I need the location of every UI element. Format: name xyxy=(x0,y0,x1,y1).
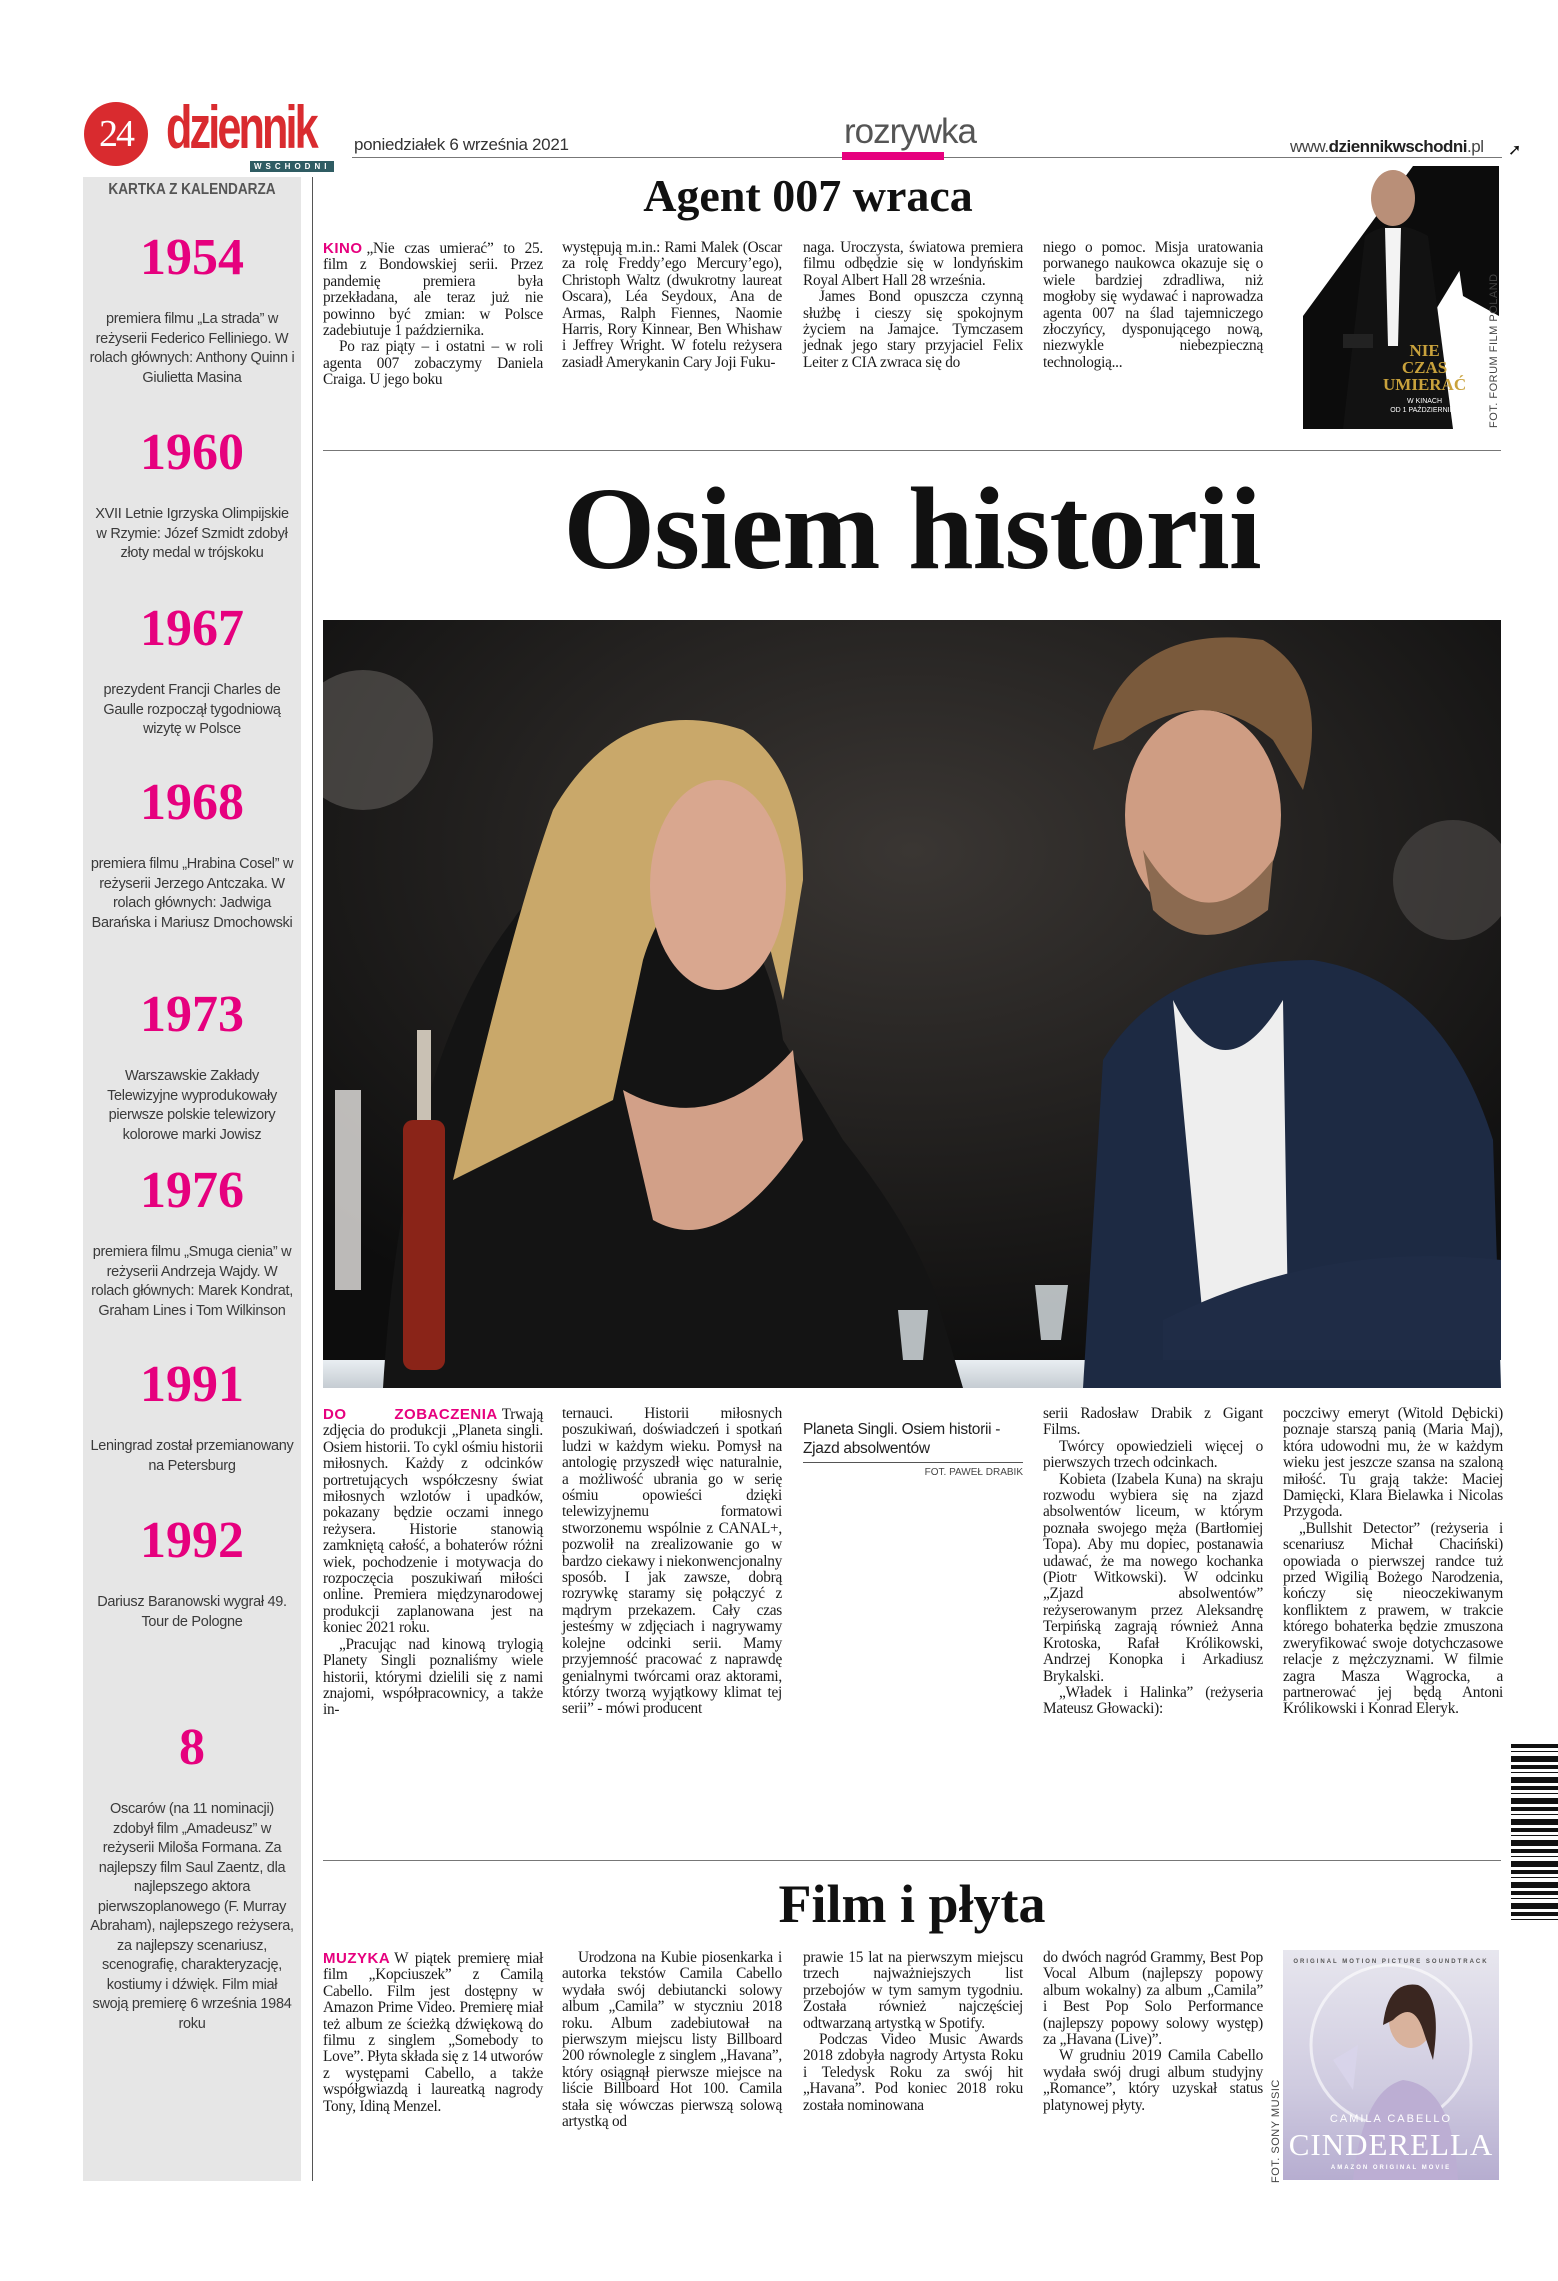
paragraph xyxy=(323,339,543,388)
paragraph-text: W piątek premierę miał film „Kopciuszek” z Camilą Cabello. Film jest dostępny w Amazon Prime Video. Premierę miał też album ze ścieżką dźwiękową do filmu z singlem „Somebody to Love”. Płyta składa się z 14 utworów z występami Cabello, a także współgwiazdą i laureatką nagrody Tony, Idiną Menzel. xyxy=(323,1950,543,2115)
newspaper-logo-sub: WSCHODNI xyxy=(250,161,334,172)
paragraph-text: W grudniu 2019 Camila Cabello wydała swój drugi album studyjny „Romance”, który uzyskał status platynowej płyty. xyxy=(1043,2047,1263,2114)
album-top-text: ORIGINAL MOTION PICTURE SOUNDTRACK xyxy=(1293,1959,1489,1965)
agent-article-title: Agent 007 wraca xyxy=(643,170,973,221)
issue-date: poniedziałek 6 września 2021 xyxy=(354,135,569,154)
paragraph xyxy=(1283,1521,1503,1718)
calendar-year: 1976 xyxy=(140,1162,244,1219)
calendar-year: 1991 xyxy=(140,1356,244,1413)
paragraph-text: poczciwy emeryt (Witold Dębicki) poznaje starszą panią (Maria Maj), która udowodni mu, że w każdym wieku jest jeszcze szansa na szaloną miłość. Tu grają także: Maciej Damięcki, Klara Bielawka i Nicolas Przygoda. xyxy=(1283,1405,1503,1521)
album-artist: CAMILA CABELLO xyxy=(1329,2113,1453,2125)
calendar-text: premiera filmu „La strada” w reżyserii Federico Felliniego. W rolach głównych: Anthony Quinn i Giulietta Masina xyxy=(89,311,295,386)
site-url[interactable] xyxy=(1290,137,1484,157)
calendar-item xyxy=(83,424,301,564)
paragraph-text: Po raz piąty – i ostatni – w roli agenta 007 zobaczymy Daniela Craiga. U jego boku xyxy=(323,338,543,389)
calendar-text: premiera filmu „Smuga cienia” w reżyserii Andrzeja Wajdy. W rolach głównych: Marek Kondrat, Graham Lines i Tom Wilkinson xyxy=(91,1244,293,1319)
osiem-article-title: Osiem historii xyxy=(563,463,1261,594)
album-bottom-text: AMAZON ORIGINAL MOVIE xyxy=(1330,2165,1452,2171)
paragraph-text: „Nie czas umierać” to 25. film z Bondowskiej serii. Przez pandemię premiera była przekładana, ale teraz już nie powinno być zmian: w Polsce zadebiutuje 1 października. xyxy=(323,240,543,340)
paragraph xyxy=(562,240,782,371)
paragraph xyxy=(1043,1950,1263,2048)
calendar-item xyxy=(83,774,301,933)
text-column xyxy=(323,1406,543,1719)
calendar-item xyxy=(83,1719,301,2034)
calendar-item xyxy=(83,1356,301,1476)
paragraph xyxy=(1043,240,1263,371)
calendar-sidebar xyxy=(83,177,301,2181)
text-column xyxy=(1043,240,1263,371)
text-column xyxy=(562,1406,782,1718)
photo-scene xyxy=(323,620,1501,1388)
paragraph xyxy=(803,1950,1023,2032)
sidebar-title: KARTKA Z KALENDARZA xyxy=(108,181,276,198)
paragraph-text: serii Radosław Drabik z Gigant Films. xyxy=(1043,1405,1263,1439)
paragraph xyxy=(323,1406,543,1637)
text-column xyxy=(323,1950,543,2115)
section-title: rozrywka xyxy=(844,112,977,151)
paragraph xyxy=(803,240,1023,289)
calendar-year: 8 xyxy=(179,1719,205,1776)
paragraph-text: do dwóch nagród Grammy, Best Pop Vocal Album (najlepszy popowy album wokalny) za album „Camila” i Best Pop Solo Performance (najlepszy popowy solowy występ) za „Havana (Live)”. xyxy=(1043,1949,1263,2049)
album-title: CINDERELLA xyxy=(1288,2127,1494,2162)
paragraph-text: Trwają zdjęcia do produkcji „Planeta singli. Osiem historii. To cykl ośmiu historii miłosnych. Każdy z odcinków portretujących współczesny świat miłosnych wzlotów i upadków, pokazany będzie oczami innego reżysera. Historie stanowią zamkniętą całość, a bohaterów różni wiek, pochodzenie i motywacja do rozpoczęcia poszukiwań miłości online. Premiera międzynarodowej produkcji zaplanowana jest na koniec 2021 roku. xyxy=(323,1406,543,1637)
paragraph xyxy=(1043,1406,1263,1439)
poster-title-line: NIE xyxy=(1409,341,1440,360)
calendar-year: 1954 xyxy=(140,229,244,286)
text-column xyxy=(803,1950,1023,2114)
barcode xyxy=(1511,1744,1558,1920)
calendar-year: 1967 xyxy=(140,600,244,657)
calendar-item xyxy=(83,1512,301,1632)
site-url-suffix: .pl xyxy=(1467,137,1484,156)
text-column xyxy=(323,240,543,389)
paragraph-text: Urodzona na Kubie piosenkarka i autorka tekstów Camila Cabello wydała swój debiutancki solowy album „Camila” w styczniu 2018 roku. Album zadebiutował na pierwszym miejscu listy Billboard 200 równolegle z singlem „Havana”, który osiągnął pierwsze miejsce na liście Billboard Hot 100. Camila stała się wówczas pierwszą solową artystką od xyxy=(562,1949,782,2131)
calendar-year: 1968 xyxy=(140,774,244,831)
paragraph-text: niego o pomoc. Misja uratowania porwanego naukowca okazuje się o wiele bardziej zdradliwa, niż mogłoby się wydawać i naprowadza agenta 007 na ślad tajemniczego złoczyńcy, dysponującego nową, niezwykle niebezpieczną technologią... xyxy=(1043,239,1263,371)
paragraph xyxy=(1283,1406,1503,1521)
sidebar-divider xyxy=(312,177,313,2181)
cinderella-album-cover xyxy=(1283,1950,1499,2180)
calendar-item xyxy=(83,229,301,388)
paragraph-text: prawie 15 lat na pierwszym miejscu trzech najważniejszych list przebojów w tym samym tygodniu. Została również najczęściej odtwarzaną artystką w Spotify. xyxy=(803,1949,1023,2032)
photo-credit: FOT. PAWEŁ DRABIK xyxy=(924,1467,1023,1478)
site-url-prefix: www. xyxy=(1290,137,1329,156)
text-column xyxy=(1043,1950,1263,2114)
paragraph xyxy=(1043,1685,1263,1718)
article-lead-label: DO ZOBACZENIA xyxy=(323,1406,498,1423)
poster-title-line: CZAS xyxy=(1401,358,1448,377)
calendar-text: Oscarów (na 11 nominacji) zdobył film „Amadeusz” w reżyserii Miloša Formana. Za najlepszy film Saul Zaentz, dla najlepszego aktora pierwszoplanowego (F. Murray Abraham), najlepszego reżysera, za najlepszy scenariusz, scenografię, charakteryzację, kostiumy i dźwięk. Film miał swoją premierę 6 września 1984 roku xyxy=(90,1801,294,2032)
bond-poster-image xyxy=(1303,166,1499,429)
article-lead-label: KINO xyxy=(323,240,363,257)
calendar-text: Dariusz Baranowski wygrał 49. Tour de Pologne xyxy=(97,1594,287,1630)
calendar-item xyxy=(83,986,301,1145)
calendar-year: 1992 xyxy=(140,1512,244,1569)
poster-tagline-1: W KINACH xyxy=(1407,398,1443,405)
section-rule xyxy=(323,450,1501,451)
paragraph-text: Kobieta (Izabela Kuna) na skraju rozwodu wybiera się na zjazd absolwentów liceum, w którym poznała swojego męża (Bartłomiej Topa). Aby mu dopiec, postanawia udawać, że ma nowego kochanka (Piotr Witkowski). W odcinku „Zjazd absolwentów” reżyserowanym przez Aleksandrę Terpińską zagrają również Anna Krotoska, Rafał Królikowski, Andrzej Konopka i Arkadiusz Brykalski. xyxy=(1043,1470,1263,1685)
calendar-text: Warszawskie Zakłady Telewizyjne wyprodukowały pierwsze polskie telewizory kolorowe marki Jowisz xyxy=(107,1068,277,1143)
text-column xyxy=(562,1950,782,2130)
photo-caption: Planeta Singli. Osiem historii - Zjazd absolwentów xyxy=(803,1420,1023,1463)
calendar-text: premiera filmu „Hrabina Cosel” w reżyserii Jerzego Antczaka. W rolach głównych: Jadwiga Barańska i Mariusz Dmochowski xyxy=(90,856,294,931)
cursor-arrow-icon: ➚ xyxy=(1508,142,1522,159)
section-underline xyxy=(842,152,944,160)
paragraph xyxy=(562,1406,782,1718)
film-article-title: Film i płyta xyxy=(778,1874,1046,1934)
paragraph xyxy=(1043,1472,1263,1685)
calendar-text: Leningrad został przemianowany na Petersburg xyxy=(90,1438,294,1474)
page-number: 24 xyxy=(84,102,148,166)
calendar-year: 1973 xyxy=(140,986,244,1043)
newspaper-logo: dziennik xyxy=(166,94,316,161)
paragraph xyxy=(323,1950,543,2115)
calendar-text: XVII Letnie Igrzyska Olimpijskie w Rzymie: Józef Szmidt zdobył złoty medal w trójskoku xyxy=(95,506,289,561)
calendar-text: prezydent Francji Charles de Gaulle rozpoczął tygodniową wizytę w Polsce xyxy=(103,682,281,737)
paragraph xyxy=(803,2032,1023,2114)
paragraph xyxy=(323,240,543,339)
paragraph xyxy=(1043,1439,1263,1472)
paragraph-text: „Pracując nad kinową trylogią Planety Singli poznaliśmy wiele historii, którymi dzielili się z nami znajomi, współpracownicy, a także in- xyxy=(323,1635,543,1719)
album-photo-credit: FOT. SONY MUSIC xyxy=(1270,2079,1282,2183)
section-rule xyxy=(323,1860,1501,1861)
bond-photo-credit: FOT. FORUM FILM POLAND xyxy=(1488,273,1500,428)
paragraph xyxy=(562,1950,782,2130)
photo-caption-block xyxy=(803,1420,1023,1478)
calendar-year: 1960 xyxy=(140,424,244,481)
site-url-bold: dziennikwschodni xyxy=(1328,137,1468,156)
paragraph-text: „Bullshit Detector” (reżyseria i scenariusz Michał Chaciński) opowiada o pierwszej randce tuż przed Wigilią Bożego Narodzenia, kończy się nieoczekiwanym konfliktem z prawem, w trakcie którego bohaterka będzie zmuszona zweryfikować swoje dotychczasowe relacje z mężczyznami. W filmie zagra Masza Wągrocka, a partnerować jej będą Antoni Królikowski i Konrad Eleryk. xyxy=(1283,1519,1503,1718)
paragraph-text: występują m.in.: Rami Malek (Oscar za rolę Freddy’ego Mercury’ego), Christoph Waltz (dwukrotny laureat Oscara), Léa Seydoux, Ana de Armas, Ralph Fiennes, Naomie Harris, Rory Kinnear, Ben Whishaw i Jeffrey Wright. W fotelu reżysera zasiadł Amerykanin Cary Joji Fuku- xyxy=(562,239,782,371)
paragraph-text: ternauci. Historii miłosnych poszukiwań, doświadczeń i spotkań ludzi w każdym wieku. Pomysł na antologię przyszedł więc naturalnie, a możliwość ubrania go w serię ośmiu opowieści dzięki telewizyjnemu formatowi stworzonemu wspólnie z CANAL+, pozwolił na zrealizowanie go w bardzo ciekawy i niekonwencjonalny sposób. I jak zawsze, dobrą rozrywkę staramy się połączyć z mądrym przekazem. Cały czas jesteśmy w zdjęciach i nagrywamy kolejne odcinki serii. Mamy przyjemność pracować z naprawdę genialnymi twórcami oraz aktorami, którzy tworzą wyjątkowy klimat tej serii” - mówi producent xyxy=(562,1405,782,1718)
paragraph-text: Twórcy opowiedzieli więcej o pierwszych trzech odcinkach. xyxy=(1043,1437,1263,1472)
paragraph xyxy=(803,289,1023,371)
paragraph xyxy=(323,1637,543,1719)
paragraph-text: Podczas Video Music Awards 2018 zdobyła nagrody Artysta Roku i Teledysk Roku za swój hit „Havana”. Pod koniec 2018 roku została nominowana xyxy=(803,2031,1023,2114)
text-column xyxy=(1043,1406,1263,1718)
poster-title-line: UMIERAĆ xyxy=(1383,375,1467,394)
text-column xyxy=(1283,1406,1503,1718)
paragraph-text: „Władek i Halinka” (reżyseria Mateusz Głowacki): xyxy=(1043,1683,1263,1718)
paragraph-text: James Bond opuszcza czynną służbę i cieszy się spokojnym życiem na Jamajce. Tymczasem jednak jego stary przyjaciel Felix Leiter z CIA zwraca się do xyxy=(803,288,1023,371)
calendar-item xyxy=(83,600,301,740)
article-lead-label: MUZYKA xyxy=(323,1950,391,1967)
text-column xyxy=(803,240,1023,371)
calendar-item xyxy=(83,1162,301,1321)
paragraph-text: naga. Uroczysta, światowa premiera filmu odbędzie się w londyńskim Royal Albert Hall 28 września. xyxy=(803,239,1023,289)
poster-tagline-2: OD 1 PAŹDZIERNIKA xyxy=(1390,407,1459,414)
text-column xyxy=(562,240,782,371)
planeta-singli-photo xyxy=(323,620,1501,1388)
paragraph xyxy=(1043,2048,1263,2114)
